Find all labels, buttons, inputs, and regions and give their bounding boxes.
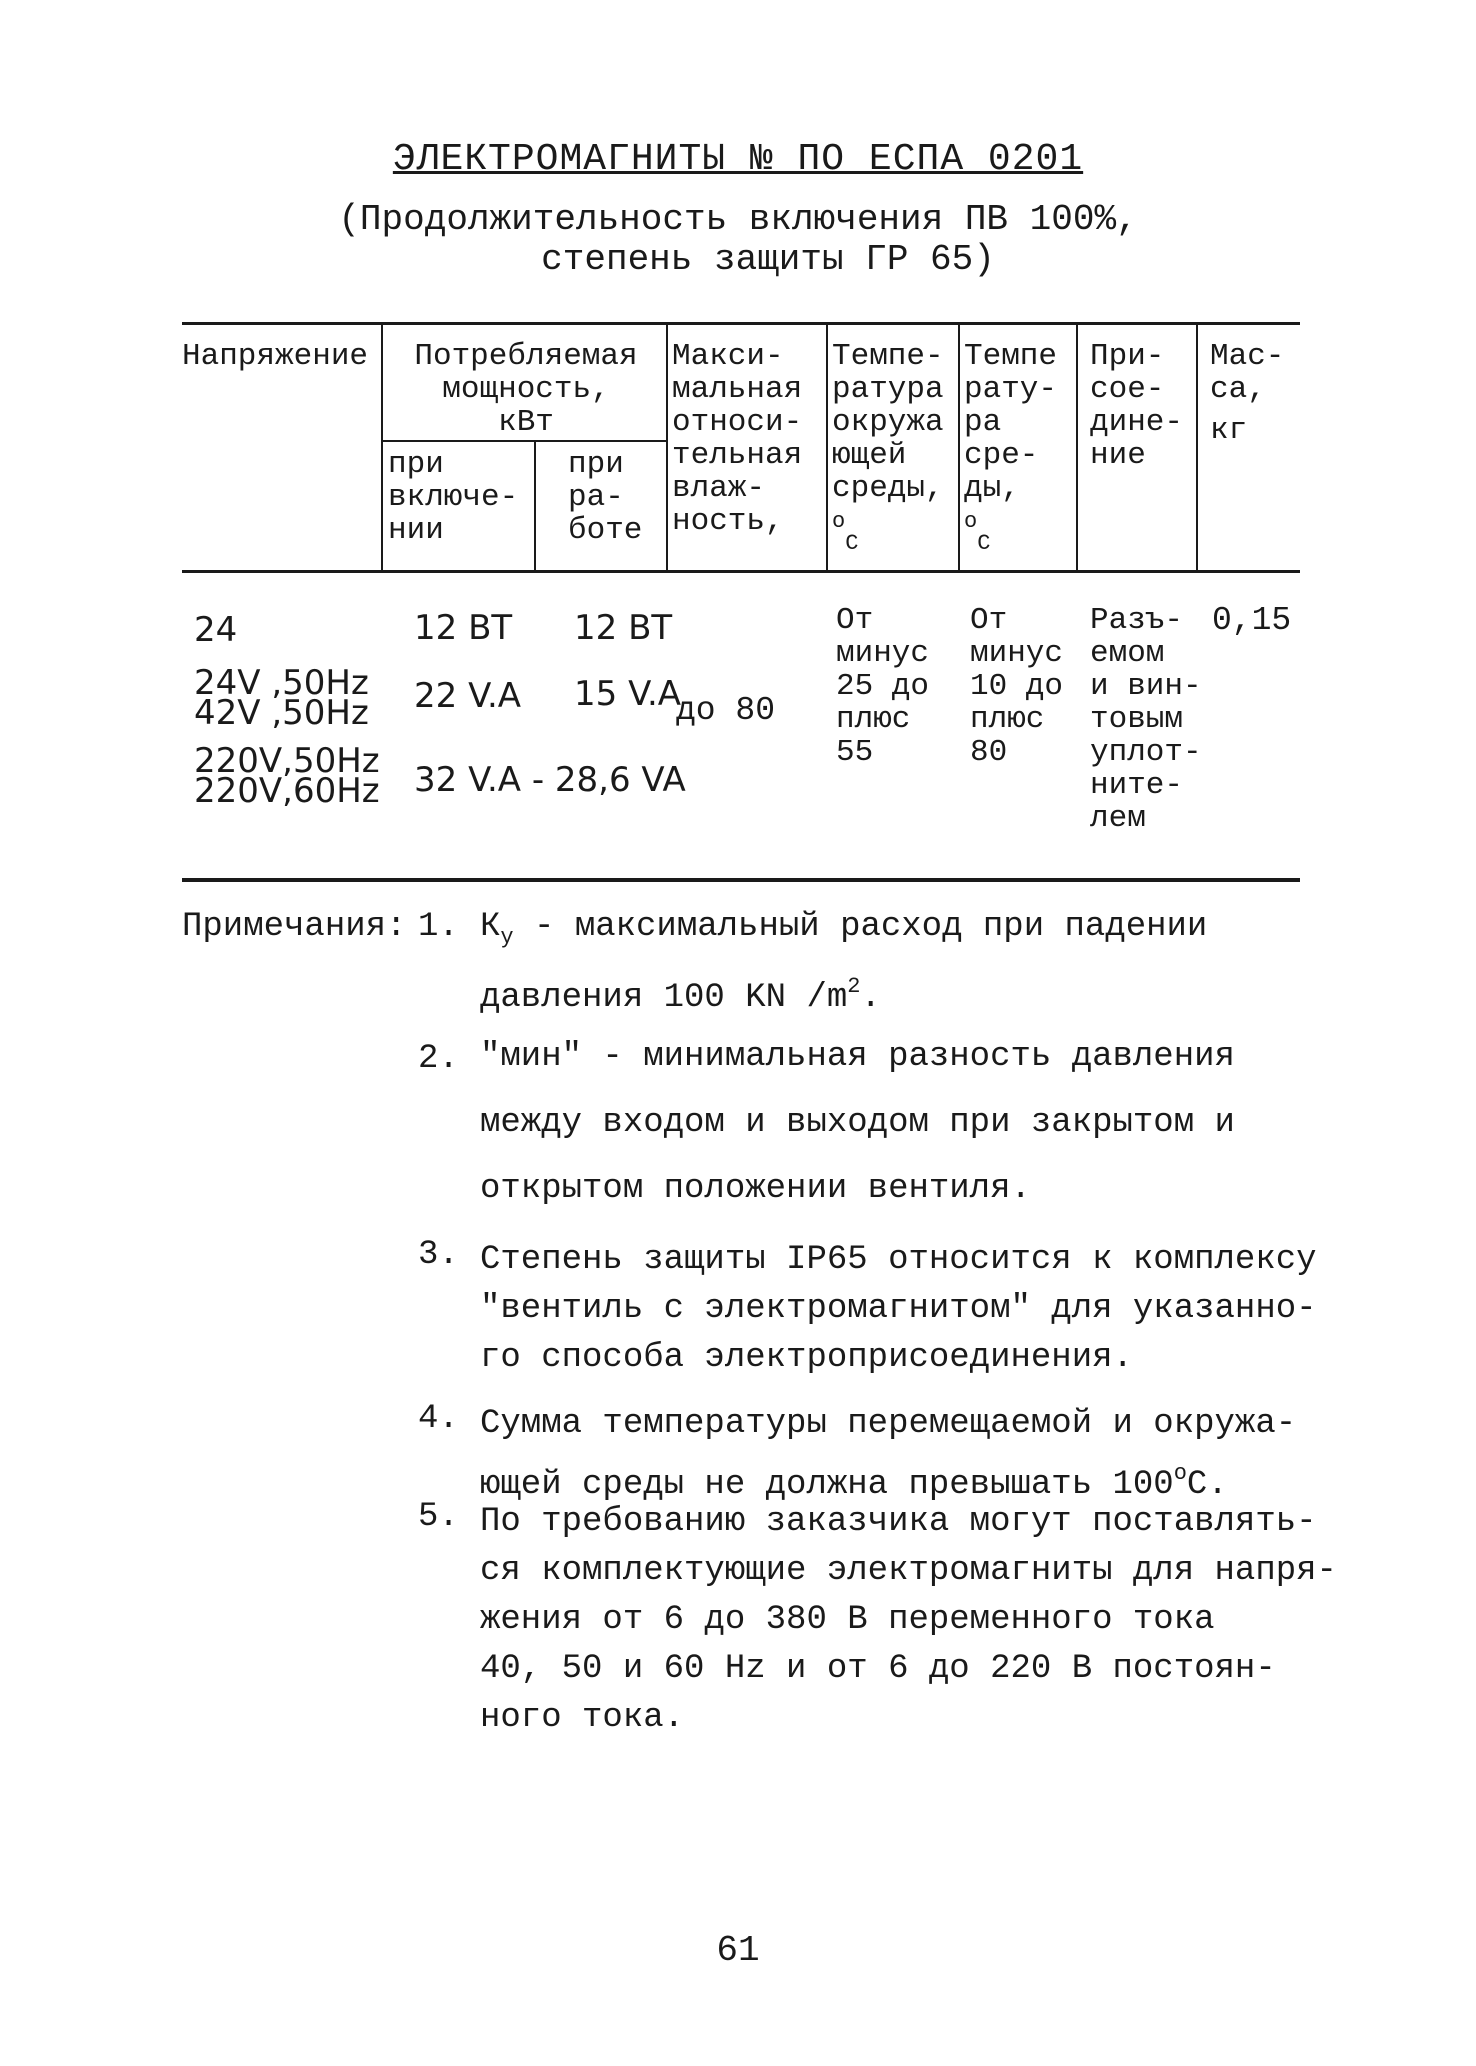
cell-ambient-temp-line: 55 [836,735,874,770]
header-medium-temp [964,340,1057,560]
note-number: 5. [418,1498,459,1536]
page-number: 61 [716,1930,760,1971]
cell-voltage-3-line: 220V,60Hz [194,771,380,811]
note-2-line: "мин" - минимальная разность давления [480,1038,1235,1076]
cell-ambient-temp-line: От [836,603,874,638]
cell-connection [1090,604,1202,835]
cell-medium-temp-line: От [970,603,1008,638]
cell-connection-line: Разъ- [1090,603,1184,638]
note-1-end: . [860,979,881,1017]
header-humidity-line: влаж- [672,471,766,506]
cell-ambient-temp [836,604,929,769]
note-5-line: 40, 50 и 60 Hz и от 6 до 220 В постоян- [480,1650,1276,1688]
header-ambient-temp-line: ющей [832,438,907,473]
header-ambient-temp-line: Темпе- [832,339,944,374]
header-humidity-line: мальная [672,372,803,407]
header-humidity-line: тельная [672,438,803,473]
header-medium-temp-line: ра [964,405,1002,440]
header-power-run-line: при [568,447,624,482]
note-3-line: "вентиль с электромагнитом" для указанно- [480,1290,1317,1328]
cell-ambient-temp-line: минус [836,636,930,671]
subtitle-line-2: степень защиты ГР 65) [541,239,995,280]
cell-ambient-temp-line: 25 до [836,669,930,704]
note-text [480,1236,1380,1383]
header-power-line: мощность, [442,372,610,407]
header-humidity-line: ность, [672,504,784,539]
cell-connection-line: уплот- [1090,735,1202,770]
cell-connection-line: товым [1090,702,1184,737]
note-4-end: С. [1186,1466,1228,1504]
page-subtitle [0,200,1476,280]
header-voltage [182,340,368,373]
cell-humidity: до 80 [676,692,776,729]
cell-voltage-2 [194,663,369,733]
cell-voltage-2-line: 42V ,50Hz [194,693,369,733]
note-text [480,1498,1380,1743]
col-divider [826,324,828,570]
header-power [386,340,666,439]
note-5-line: По требованию заказчика могут поставлять- [480,1503,1317,1541]
note-2-line: между входом и выходом при закрытом и [480,1104,1235,1142]
header-power-run-line: ра- [568,480,624,515]
degree-mark: о [1173,1461,1187,1486]
col-divider [1076,324,1078,570]
note-1-symbol-sub: у [500,925,514,950]
note-5-line: ного тока. [480,1699,685,1737]
col-divider [381,324,383,570]
header-power-line: Потребляемая [414,339,638,374]
col-divider [534,442,536,570]
header-ambient-temp-line: окружа [832,405,944,440]
header-medium-temp-line: сре- [964,438,1039,473]
cell-medium-temp-line: 80 [970,735,1008,770]
note-text [480,908,1380,1017]
header-power-run-line: боте [568,513,643,548]
note-3-line: го способа электроприсоединения. [480,1339,1133,1377]
note-5-line: ся комплектующие электромагниты для напря- [480,1552,1337,1590]
header-mass-line: кг [1210,413,1248,448]
page-title: ЭЛЕКТРОМАГНИТЫ № ПО ЕСПА 0201 [392,138,1084,181]
table-header-rule [182,570,1300,573]
note-4-line: Сумма температуры перемещаемой и окружа- [480,1405,1297,1443]
cell-mass: 0,15 [1212,602,1292,639]
cell-medium-temp-line: плюс [970,702,1045,737]
header-power-line: кВт [498,405,554,440]
cell-connection-line: лем [1090,801,1146,836]
note-4-line: ющей среды не должна превышать 100 [480,1466,1174,1504]
header-humidity-line: относи- [672,405,803,440]
header-connection-line: При- [1090,339,1165,374]
header-power-on-line: при [388,447,444,482]
cell-medium-temp-line: минус [970,636,1064,671]
header-power-run [568,448,642,547]
cell-power-run-1: 12 ВТ [574,608,673,648]
cell-voltage-3-line: 220V,50Hz [194,741,380,781]
header-ambient-temp-line: среды, [832,471,944,506]
table-bottom-rule [182,878,1300,882]
note-number: 4. [418,1400,459,1438]
header-humidity [672,340,802,538]
col-divider [666,324,668,570]
cell-medium-temp-line: 10 до [970,669,1064,704]
cell-connection-line: и вин- [1090,669,1202,704]
cell-power-run-2: 15 V.A [574,674,682,714]
header-power-on-line: нии [388,513,444,548]
header-connection-line: сое- [1090,372,1165,407]
table-top-rule [182,322,1300,325]
header-medium-temp-line: ды, [964,471,1020,506]
header-power-on [388,448,518,547]
cell-voltage-2-line: 24V ,50Hz [194,663,369,703]
header-mass-line: са, [1210,372,1266,407]
header-connection [1090,340,1183,472]
note-number: 2. [418,1040,459,1078]
celsius-mark: С [845,531,859,556]
header-connection-line: дине- [1090,405,1184,440]
header-mass [1210,340,1284,447]
note-1-symbol: К [480,908,501,946]
note-1-sup: 2 [847,974,861,999]
cell-voltage-1: 24 [194,610,238,650]
note-3-line: Степень защиты IP65 относится к комплексу [480,1241,1317,1279]
subtitle-line-1: (Продолжительность включения ПВ 100%, [338,199,1138,240]
col-divider [958,324,960,570]
header-humidity-line: Макси- [672,339,784,374]
cell-medium-temp [970,604,1063,769]
degree-mark: о [964,509,978,534]
cell-connection-line: емом [1090,636,1165,671]
cell-voltage-3 [194,741,380,811]
header-ambient-temp-unit [832,505,944,560]
cell-power-on-2: 22 V.A [414,676,522,716]
note-number: 3. [418,1236,459,1274]
note-1-line: давления 100 KN /m [480,979,848,1017]
power-subheader-rule [383,440,667,442]
header-ambient-temp [832,340,944,560]
degree-mark: о [832,509,846,534]
cell-power-on-1: 12 ВТ [414,608,513,648]
note-text [480,1024,1380,1222]
note-1-line: - максимальный расход при падении [513,908,1208,946]
notes-label: Примечания: [182,908,407,946]
header-power-on-line: включе- [388,480,519,515]
note-5-line: жения от 6 до 380 В переменного тока [480,1601,1215,1639]
col-divider [1196,324,1198,570]
header-connection-line: ние [1090,438,1146,473]
header-medium-temp-line: рату- [964,372,1058,407]
cell-connection-line: ните- [1090,768,1184,803]
header-medium-temp-line: Темпе [964,339,1058,374]
header-voltage-text: Напряжение [182,339,369,374]
header-medium-temp-unit [964,505,1057,560]
note-number: 1. [418,908,459,946]
cell-ambient-temp-line: плюс [836,702,911,737]
header-mass-line: Мас- [1210,339,1285,374]
header-ambient-temp-line: ратура [832,372,944,407]
cell-power-3: 32 V.A - 28,6 VA [414,760,686,800]
note-text [480,1400,1380,1510]
note-2-line: открытом положении вентиля. [480,1170,1031,1208]
celsius-mark: С [977,531,991,556]
